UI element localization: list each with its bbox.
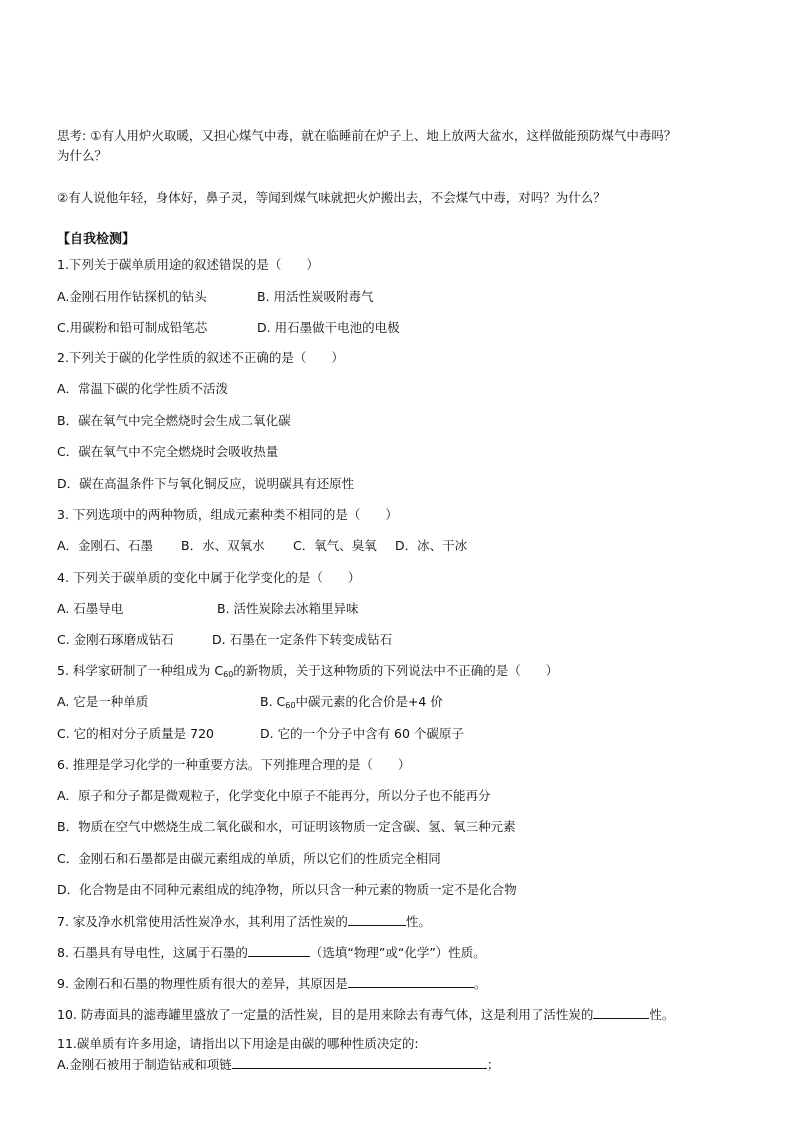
q3-option-c: C．氧气、臭氧 — [293, 538, 377, 553]
q7 — [57, 913, 431, 930]
q10-answer-blank[interactable] — [593, 1006, 649, 1019]
q8-text-post: （选填“物理”或“化学”）性质。 — [309, 945, 486, 960]
q5-option-b-subscript: 60 — [285, 701, 296, 710]
q11-item-a — [57, 1056, 499, 1073]
q4-options-row-1 — [57, 601, 359, 617]
q6-stem: 6. 推理是学习化学的一种重要方法。下列推理合理的是（ ） — [57, 757, 411, 772]
q4-option-c: C. 金刚石琢磨成钻石 — [57, 632, 174, 647]
q7-text-post: 性。 — [405, 914, 431, 929]
q1-options-row-2 — [57, 320, 400, 336]
q8-text: 8. 石墨具有导电性，这属于石墨的 — [57, 945, 248, 960]
q11-stem: 11.碳单质有许多用途，请指出以下用途是由碳的哪种性质决定的: — [57, 1036, 419, 1051]
q2-stem: 2.下列关于碳的化学性质的叙述不正确的是（ ） — [57, 350, 344, 365]
q1-options-row-1 — [57, 289, 374, 305]
q11-item-a-post: ； — [486, 1057, 500, 1072]
q2-option-d: D．碳在高温条件下与氧化铜反应，说明碳具有还原性 — [57, 476, 355, 491]
q5-option-c: C. 它的相对分子质量是 720 — [57, 726, 215, 741]
section-title: 【自我检测】 — [57, 232, 136, 247]
q3-stem: 3. 下列选项中的两种物质，组成元素种类不相同的是（ ） — [57, 507, 398, 522]
think-label: 思考: — [57, 128, 87, 143]
q6-option-c: C．金刚石和石墨都是由碳元素组成的单质，所以它们的性质完全相同 — [57, 851, 441, 866]
think-question-1-text: ①有人用炉火取暖，又担心煤气中毒，就在临睡前在炉子上、地上放两大盆水，这样做能预防煤气中毒吗？ — [90, 128, 677, 143]
q1-option-c: C.用碳粉和铅可制成铅笔芯 — [57, 320, 208, 335]
q6-option-d: D．化合物是由不同种元素组成的纯净物，所以只含一种元素的物质一定不是化合物 — [57, 882, 517, 897]
q5-stem-pre: 5. 科学家研制了一种组成为 C — [57, 663, 224, 678]
q2-option-b: B．碳在氧气中完全燃烧时会生成二氧化碳 — [57, 413, 291, 428]
q7-text: 7. 家及净水机常使用活性炭净水，其利用了活性炭的 — [57, 914, 348, 929]
q1-option-d: D. 用石墨做干电池的电极 — [257, 320, 400, 335]
q6-option-a: A．原子和分子都是微观粒子，化学变化中原子不能再分，所以分子也不能再分 — [57, 788, 491, 803]
q1-option-a: A.金刚石用作钻探机的钻头 — [57, 289, 207, 304]
q5-option-b-pre: B. C — [260, 694, 286, 709]
q5-options-row-2 — [57, 726, 464, 742]
q9 — [57, 975, 486, 992]
q10 — [57, 1006, 674, 1023]
q8 — [57, 944, 486, 961]
q8-answer-blank[interactable] — [248, 944, 310, 957]
think-question-1-line-2: 为什么？ — [57, 148, 108, 163]
q4-options-row-2 — [57, 632, 392, 648]
q5-options-row-1 — [57, 694, 443, 714]
q11-item-a-text: A.金刚石被用于制造钻戒和项链 — [57, 1057, 232, 1072]
q10-text-post: 性。 — [649, 1007, 675, 1022]
q5-option-b — [260, 694, 443, 714]
think-question-2: ②有人说他年轻，身体好，鼻子灵，等闻到煤气味就把火炉搬出去，不会煤气中毒，对吗？为什么？ — [57, 190, 606, 205]
q5-option-b-post: 中碳元素的化合价是+4 价 — [295, 694, 443, 709]
q1-stem: 1.下列关于碳单质用途的叙述错误的是（ ） — [57, 257, 319, 272]
q5-stem-post: 的新物质，关于这种物质的下列说法中不正确的是（ ） — [233, 663, 559, 678]
q4-option-d: D. 石墨在一定条件下转变成钻石 — [212, 632, 393, 647]
q3-option-b: B．水、双氧水 — [181, 538, 265, 553]
q2-option-c: C．碳在氧气中不完全燃烧时会吸收热量 — [57, 444, 279, 459]
q9-text: 9. 金刚石和石墨的物理性质有很大的差异，其原因是 — [57, 976, 348, 991]
q2-option-a: A．常温下碳的化学性质不活泼 — [57, 381, 229, 396]
q1-option-b: B. 用活性炭吸附毒气 — [257, 289, 374, 304]
q4-option-b: B. 活性炭除去冰箱里异味 — [217, 601, 359, 616]
q5-stem — [57, 663, 558, 683]
q4-stem: 4. 下列关于碳单质的变化中属于化学变化的是（ ） — [57, 570, 361, 585]
q11-item-a-blank[interactable] — [232, 1056, 487, 1069]
q3-option-d: D．冰、干冰 — [395, 538, 468, 553]
q5-option-a: A. 它是一种单质 — [57, 694, 149, 709]
q10-text: 10. 防毒面具的滤毒罐里盛放了一定量的活性炭，目的是用来除去有毒气体，这是利用了活性炭的 — [57, 1007, 594, 1022]
think-question-1-line-1 — [57, 128, 676, 144]
q3-options-row — [57, 538, 467, 554]
q4-option-a: A. 石墨导电 — [57, 601, 124, 616]
q9-text-post: 。 — [473, 976, 487, 991]
q7-answer-blank[interactable] — [348, 913, 406, 926]
q5-stem-subscript: 60 — [223, 670, 234, 679]
q6-option-b: B．物质在空气中燃烧生成二氧化碳和水，可证明该物质一定含碳、氢、氧三种元素 — [57, 819, 516, 834]
q5-option-d: D. 它的一个分子中含有 60 个碳原子 — [260, 726, 464, 741]
q3-option-a: A．金刚石、石墨 — [57, 538, 154, 553]
q9-answer-blank[interactable] — [348, 975, 474, 988]
